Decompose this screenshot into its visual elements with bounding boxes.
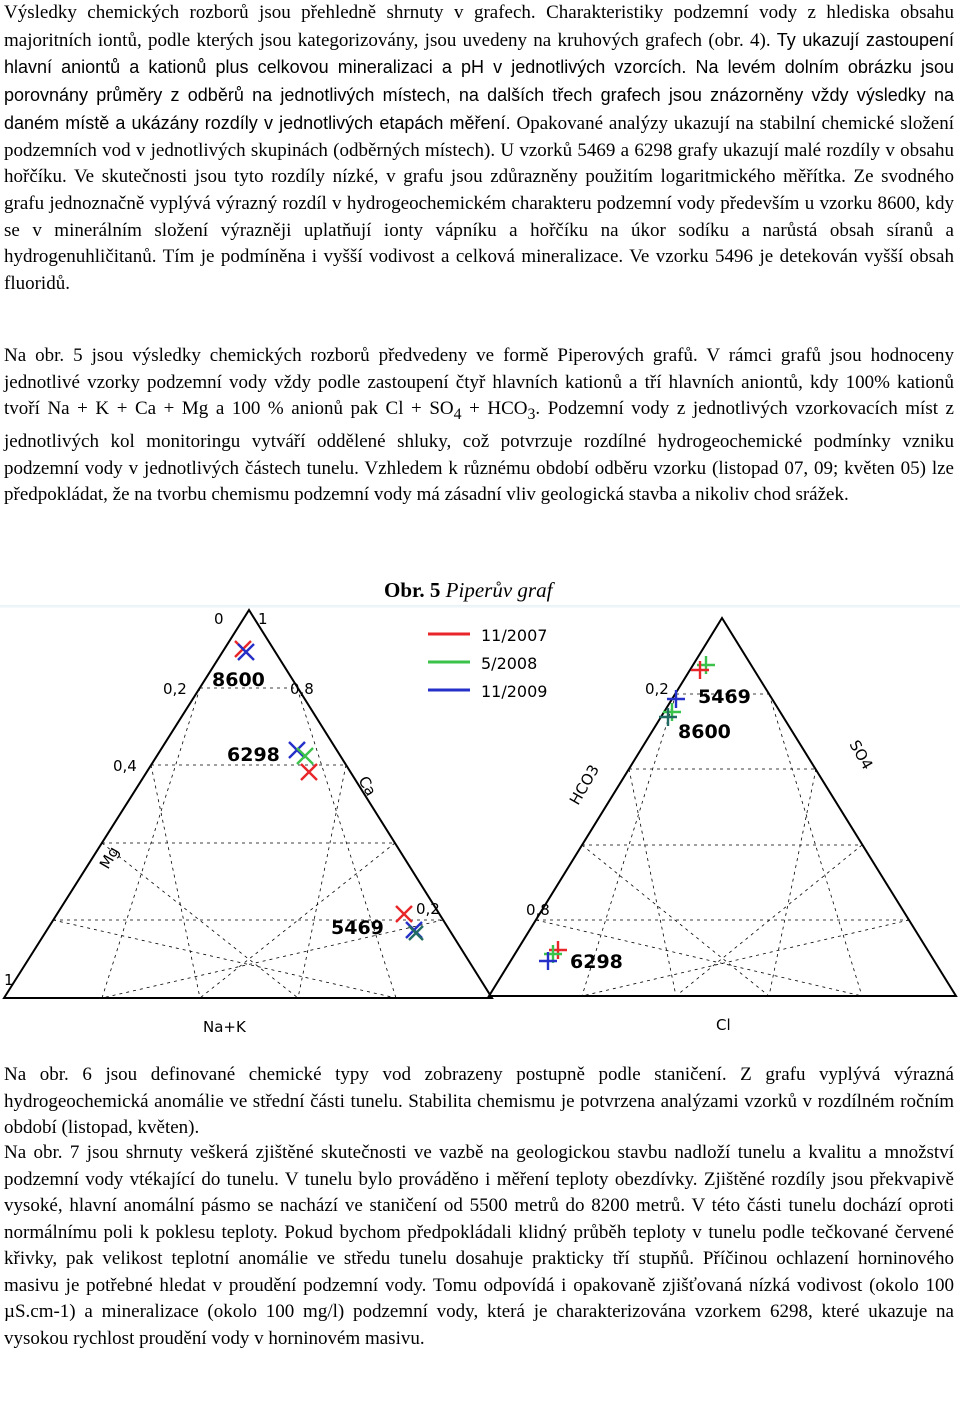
tick-label: 0,4 [113,757,137,775]
sample-label: 8600 [212,669,265,691]
marker-8600-2008 [663,703,681,721]
sample-label: 5469 [698,686,751,708]
tick-label: 0,2 [645,680,669,698]
marker-8600-2007 [659,708,677,726]
tick-label: 0,2 [163,680,187,698]
axis-label: Mg [95,843,123,872]
tick-label: 0,8 [290,680,314,698]
axis-label: HCO3 [565,761,604,808]
legend [428,626,547,701]
stations-paragraph: Na obr. 6 jsou definované chemické typy vod zobrazeny postupně podle staničení. Z grafu vyplývá výrazná hydrogeochemická anomálie ve střední části tunelu. Stabilita chemismu je potvrzena analýzami vzorků v rozdílném ročním období (listopad, květen). [4,1064,954,1138]
temperature-paragraph: Na obr. 7 jsou shrnuty veškerá zjištěné skutečnosti ve vazbě na geologickou stavbu nadloží tunelu a kvalitu a množství podzemní vody vtékající do tunelu. V tunelu bylo prováděno i měření teploty obezdívky. Zjištěné rozdíly jsou překvapivě vysoké, hlavní anomální pásmo se nachází ve staničení od 5500 metrů do 8200 metrů. V této části tunelu dochází oproti normálnímu poli k poklesu teploty. Pokud bychom předpokládali klidný průběh teploty v tunelu podle tečkované červené křivky, pak velikost teplotní anomálie ve středu tunelu dosahuje prakticky tří stupňů. Příčinou ochlazení horninového masivu je potřebné hledat v proudění podzemní vody. Tomu odpovídá i opakovaně zjišťovaná nízká vodivost (okolo 100 µS.cm-1) a mineralizace (okolo 100 mg/l) podzemní vody, která je charakterizována vzorkem 6298, které ukazuje na vysokou rychlost proudění vody v horninovém masivu. [4,1142,954,1349]
legend-label: 5/2008 [481,654,538,673]
anion-markers [539,656,715,970]
intro-paragraph: Výsledky chemických rozborů jsou přehledně shrnuty v grafech. Charakteristiky podzemní vody z hlediska obsahu majoritních iontů, podle kterých jsou kategorizovány, jsou uvedeny na kruhových grafech (obr. 4). Ty ukazují zastoupení hlavní aniontů a kationů plus celkovou mineralizaci a pH v jednotlivých vzorcích. Na levém dolním obrázku jsou porovnány průměry z odběrů na jednotlivých místech, na dalších třech grafech jsou znázorněny vždy výsledky na daném místě a ukázány rozdíly v jednotlivých etapách měření. Opakované analýzy ukazují na stabilní chemické složení podzemních vod v jednotlivých skupinách (odběrných místech). U vzorků 5469 a 6298 grafy ukazují malé rozdíly v obsahu hořčíku. Ve skutečnosti jsou tyto rozdíly nízké, v grafu jsou zdůrazněny použitím logaritmického měřítka. Ze svodného grafu jednoznačně vyplývá výrazný rozdíl v hydrogeochemickém charakteru podzemní vody především u vzorku 8600, kdy se v minerálním složení výrazněji uplatňují ionty vápníku a hořčíku na úkor sodíku a narůstá obsah síranů a hydrogenuhličitanů. Tím je podmíněna i vyšší vodivost a celková mineralizace. Ve vzorku 5496 je detekován vyšší obsah fluoridů. [4,2,954,295]
piper-paragraph: Na obr. 5 jsou výsledky chemických rozborů předvedeny ve formě Piperových grafů. V rámci grafů jsou hodnoceny jednotlivé vzorky podzemní vody vždy podle zastoupení čtyř hlavních kationů a tří hlavních aniontů, kdy 100% kationů tvoří Na + K + Ca + Mg a 100 % anionů pak $Cl + SO_4 + HCO_3$. Podzemní vody z jednotlivých vzorkovacích míst z jednotlivých kol monitoringu vytváří oddělené shluky, což potvrzuje rozdílné hydrogeochemické podmínky vzniku podzemní vody v jednotlivých částech tunelu. Vzhledem k různému období odběru vzorku (listopad 07, 09; květen 05) lze předpokládat, že na tvorbu chemismu podzemní vody má zásadní vliv geologická stavba a nikoliv chod srážek. [4,345,954,506]
cation-triangle-labels [4,610,440,1036]
axis-label: Ca [354,773,380,800]
axis-label: Na+K [203,1018,246,1036]
sample-label: 6298 [227,744,280,766]
anion-triangle [489,618,956,1034]
figure-caption: Obr. 5 Piperův graf [384,578,553,602]
legend-label: 11/2009 [481,682,548,701]
cation-triangle [4,610,492,1036]
marker-5469-2009 [667,690,685,708]
tick-label: 1 [258,610,268,628]
tick-label: 0 [214,610,224,628]
axis-label: Cl [716,1016,731,1034]
tick-label: 0,8 [526,901,550,919]
marker-6298-2008 [297,748,313,764]
marker-6298-2009 [289,742,305,758]
marker-6298-2007 [549,941,567,959]
marker-6298-2007 [301,764,317,780]
tick-label: 1 [4,971,14,989]
sample-label: 5469 [331,917,384,939]
legend-label: 11/2007 [481,626,548,645]
axis-label: SO4 [845,737,877,773]
sample-label: 6298 [570,951,623,973]
tick-label: 0,2 [416,900,440,918]
sample-label: 8600 [678,721,731,743]
piper-chart [0,605,960,1055]
